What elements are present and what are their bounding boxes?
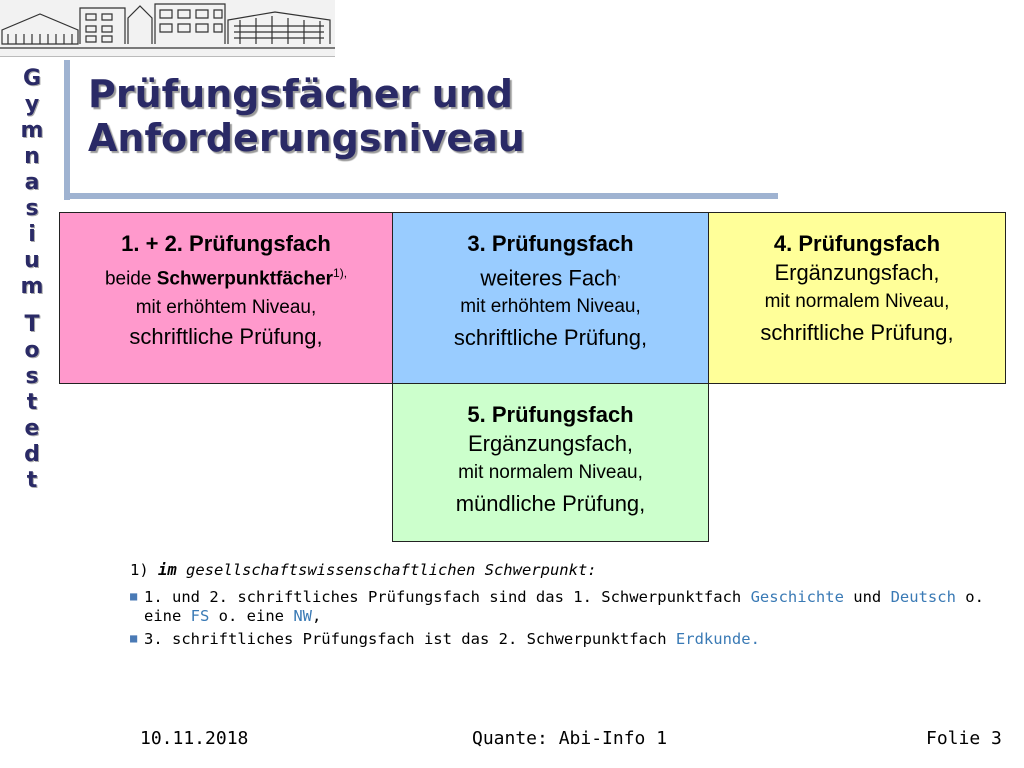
square-bullet-icon: ■	[130, 589, 138, 603]
side-letter: m	[20, 274, 44, 299]
box-line-2: beide Schwerpunktfächer$^{1),}$	[104, 266, 348, 290]
vertical-rule	[64, 60, 70, 200]
box-fach-4	[708, 212, 1006, 384]
side-letter: o	[24, 338, 40, 363]
box-fach-1-2	[59, 212, 393, 384]
box-line-4: mündliche Prüfung,	[455, 491, 646, 516]
side-letter: m	[20, 118, 44, 143]
slide-title	[88, 72, 525, 160]
box-heading: 4. Prüfungsfach	[773, 231, 941, 256]
footnote	[130, 561, 990, 653]
box-fach-5	[392, 383, 709, 542]
footer-center-text: Quante: Abi-Info 1	[472, 728, 668, 749]
side-letter: d	[24, 442, 40, 467]
box-line-2: Ergänzungsfach,	[774, 260, 940, 285]
box-line-4: schriftliche Prüfung,	[453, 325, 648, 351]
footnote-bullet-2: ■ 3. schriftliches Prüfungsfach ist das 2. Schwerpunktfach Erdkunde.	[130, 630, 760, 648]
side-letter: t	[26, 468, 38, 493]
side-letter: s	[25, 196, 39, 221]
side-letter: s	[25, 364, 39, 389]
side-letter: e	[24, 416, 40, 441]
square-bullet-icon: ■	[130, 631, 138, 645]
side-letter: T	[24, 312, 40, 337]
box-heading: 5. Prüfungsfach	[467, 402, 634, 427]
box-heading: 3. Prüfungsfach	[467, 231, 634, 256]
side-letter: i	[28, 222, 36, 247]
box-line-4: schriftliche Prüfung,	[760, 320, 954, 345]
title-line-1: Prüfungsfächer und	[88, 72, 513, 116]
side-letter: u	[24, 248, 40, 273]
box-fach-3	[392, 212, 709, 384]
footnote-bullet-1: ■ 1. und 2. schriftliches Prüfungsfach sind das 1. Schwerpunktfach Geschichte und Deutsch o. eine FS o. eine NW,	[130, 588, 984, 625]
horizontal-rule	[64, 193, 778, 199]
footer-slide-number: Folie 3	[926, 728, 1002, 749]
box-heading: 1. + 2. Prüfungsfach	[121, 231, 331, 256]
side-letter: n	[24, 144, 40, 169]
box-line-3: mit erhöhtem Niveau,	[135, 297, 317, 319]
side-letter: t	[26, 390, 38, 415]
side-letter: a	[24, 170, 40, 195]
side-letter: G	[22, 66, 42, 91]
footnote-heading: 1) im gesellschaftswissenschaftlichen Schwerpunkt:	[130, 561, 597, 579]
box-line-2: weiteres Fach,	[480, 265, 621, 291]
box-line-3: mit erhöhtem Niveau,	[460, 296, 641, 318]
box-line-2: Ergänzungsfach,	[467, 431, 634, 456]
school-name-vertical	[12, 66, 52, 494]
box-line-3: mit normalem Niveau,	[764, 291, 950, 312]
box-line-3: mit normalem Niveau,	[458, 462, 643, 483]
footer-date: 10.11.2018	[140, 728, 249, 749]
school-building-illustration	[0, 0, 335, 57]
box-line-4: schriftliche Prüfung,	[129, 324, 323, 350]
title-line-2: Anforderungsniveau	[88, 116, 525, 160]
side-letter: y	[24, 92, 40, 117]
